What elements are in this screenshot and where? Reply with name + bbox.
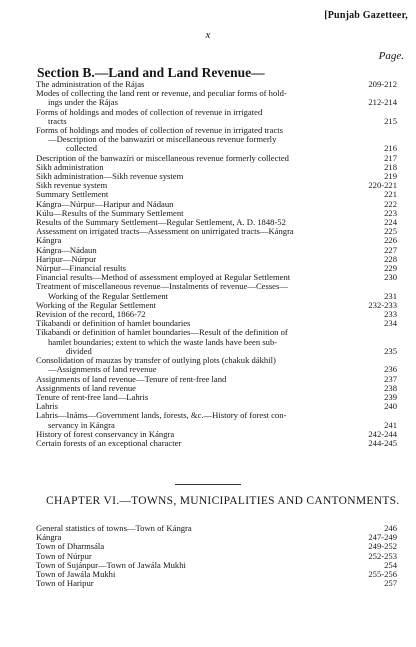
toc-entry-page: 215 [384, 115, 397, 126]
toc-entry-page: 227 [384, 244, 397, 255]
toc-entry-page: 249-252 [368, 541, 397, 552]
toc-entry-title: Results of the Summary Settlement—Regular Settlement, A. D. 1848-52 [36, 217, 286, 228]
toc-entry-page: 209-212 [368, 79, 397, 89]
toc-entry-continuation: —Description of the banwazíri or miscellaneous revenue formerly [48, 134, 277, 145]
toc-entry-title: Financial results—Method of assessment employed at Regular Settlement [36, 272, 291, 283]
toc-entry-title: Kángra [36, 235, 62, 246]
toc-entry-page: 228 [384, 253, 397, 264]
toc-entry-title: Tíkabandi or definition of hamlet boundaries [36, 318, 191, 329]
toc-entry-page: 239 [384, 391, 397, 402]
toc-entry-title: Kángra—Núrpur—Haripur and Nádaun [36, 198, 174, 209]
page-numeral: x [205, 29, 211, 41]
toc-entry-page: 247-249 [368, 532, 397, 543]
toc-entry-page: 230 [384, 272, 397, 283]
toc-entry-page: 252-253 [368, 550, 397, 561]
running-header: [Punjab Gazetteer, [324, 10, 408, 21]
toc-entry-continuation: hamlet boundaries; extent to which the waste lands have been sub- [48, 336, 278, 347]
toc-entry-page: 223 [384, 207, 397, 218]
toc-entry-page: 242-244 [368, 428, 397, 439]
toc-entry-title: Assignments of land revenue—Tenure of rent-free land [36, 373, 227, 384]
toc-entry-page: 255-256 [368, 569, 397, 580]
toc-entry-page: 221 [384, 189, 397, 200]
toc-entry-page: 226 [384, 235, 397, 246]
section-contents-list [36, 80, 397, 448]
toc-entry-title: History of forest conservancy in Kángra [36, 428, 175, 439]
toc-entry-title: Kúlu—Results of the Summary Settlement [36, 207, 184, 218]
toc-entry [36, 524, 397, 533]
toc-entry [36, 328, 397, 356]
toc-entry-title: Town of Sujánpur—Town of Jawála Mukhi [36, 559, 186, 570]
toc-entry-page: 237 [384, 373, 397, 384]
toc-entry-title: General statistics of towns—Town of Kángra [36, 523, 192, 533]
toc-entry-title: Kángra [36, 532, 62, 543]
toc-entry-title: Forms of holdings and modes of collection of revenue in irrigated tracts [36, 125, 284, 136]
toc-entry [36, 227, 397, 236]
toc-entry-continuation: divided [66, 345, 92, 356]
page-column-label: Page. [378, 50, 404, 62]
toc-entry [36, 393, 397, 402]
toc-entry-continuation: Working of the Regular Settlement [48, 290, 169, 301]
toc-entry-page: 238 [384, 382, 397, 393]
toc-entry-page: 229 [384, 263, 397, 274]
toc-entry [36, 439, 397, 448]
toc-entry-title: Town of Jawála Mukhi [36, 569, 116, 580]
toc-entry-continuation: collected [66, 143, 98, 154]
toc-entry-title: Revision of the record, 1866-72 [36, 309, 146, 320]
toc-entry-title: Treatment of miscellaneous revenue—Instalments of revenue—Cesses— [36, 281, 288, 292]
toc-entry [36, 411, 397, 429]
toc-entry-page: 224 [384, 217, 397, 228]
toc-entry-page: 218 [384, 161, 397, 172]
toc-entry-title: Assignments of land revenue [36, 382, 136, 393]
toc-entry-title: Assessment on irrigated tracts—Assessment on unirrigated tracts—Kángra [36, 226, 294, 237]
toc-entry-title: Lahris—Ináms—Government lands, forests, &c.—History of forest con- [36, 410, 287, 421]
toc-entry-title: Modes of collecting the land rent or revenue, and peculiar forms of hold- [36, 88, 287, 99]
toc-entry [36, 579, 397, 588]
section-divider [175, 484, 241, 485]
toc-entry-title: Consolidation of mauzas by transfer of outlying plots (chakuk dákhil) [36, 355, 276, 366]
toc-entry-title: Town of Dharmsála [36, 541, 105, 552]
toc-entry-title: Tenure of rent-free land—Lahris [36, 391, 149, 402]
toc-entry [36, 108, 397, 126]
toc-entry-page: 257 [384, 578, 397, 589]
toc-entry-continuation: —Assignments of land revenue [48, 364, 157, 375]
toc-entry-page: 222 [384, 198, 397, 209]
toc-entry-continuation: ings under the Rájas [48, 97, 118, 108]
toc-entry-title: Town of Núrpur [36, 550, 92, 561]
toc-entry-title: Kángra—Nádaun [36, 244, 97, 255]
toc-entry-title: Summary Settlement [36, 189, 109, 200]
toc-entry-page: 232-233 [368, 299, 397, 310]
toc-entry-title: Sikh administration [36, 161, 104, 172]
toc-entry-title: Town of Haripur [36, 578, 94, 589]
toc-entry-title: Sikh administration—Sikh revenue system [36, 171, 184, 182]
toc-entry [36, 126, 397, 154]
toc-entry-page: 240 [384, 401, 397, 412]
toc-entry-page: 231 [384, 290, 397, 301]
toc-entry-title: Haripur—Núrpur [36, 253, 97, 264]
toc-entry-title: Lahris [36, 401, 58, 412]
toc-entry-title: Description of the banwazíri or miscellaneous revenue formerly collected [36, 152, 289, 163]
section-title: Section B.—Land and Land Revenue— [37, 65, 265, 80]
toc-entry-page: 246 [384, 523, 397, 533]
toc-entry-page: 225 [384, 226, 397, 237]
toc-entry-page: 244-245 [368, 437, 397, 448]
toc-entry [36, 356, 397, 374]
toc-entry-title: Forms of holdings and modes of collection of revenue in irrigated [36, 106, 263, 117]
chapter-contents-list [36, 524, 397, 588]
toc-entry-page: 216 [384, 143, 397, 154]
toc-entry-title: Tíkabandi or definition of hamlet boundaries—Result of the definition of [36, 327, 288, 338]
toc-entry [36, 282, 397, 300]
toc-entry-page: 212-214 [368, 97, 397, 108]
toc-entry-page: 233 [384, 309, 397, 320]
toc-entry-page: 241 [384, 419, 397, 430]
toc-entry-page: 219 [384, 171, 397, 182]
toc-entry [36, 89, 397, 107]
toc-entry-page: 217 [384, 152, 397, 163]
toc-entry-page: 220-221 [368, 180, 397, 191]
toc-entry-title: Certain forests of an exceptional character [36, 437, 182, 448]
chapter-title: CHAPTER VI.—TOWNS, MUNICIPALITIES AND CANTONMENTS. [46, 495, 400, 507]
toc-entry-continuation: tracts [48, 115, 67, 126]
toc-entry-page: 236 [384, 364, 397, 375]
toc-entry-title: The administration of the Rájas [36, 79, 145, 89]
toc-entry-page: 254 [384, 559, 397, 570]
toc-entry-title: Núrpur—Financial results [36, 263, 126, 274]
toc-entry-continuation: servancy in Kángra [48, 419, 115, 430]
toc-entry-page: 234 [384, 318, 397, 329]
toc-entry-page: 235 [384, 345, 397, 356]
toc-entry-title: Working of the Regular Settlement [36, 299, 157, 310]
toc-entry-title: Sikh revenue system [36, 180, 108, 191]
